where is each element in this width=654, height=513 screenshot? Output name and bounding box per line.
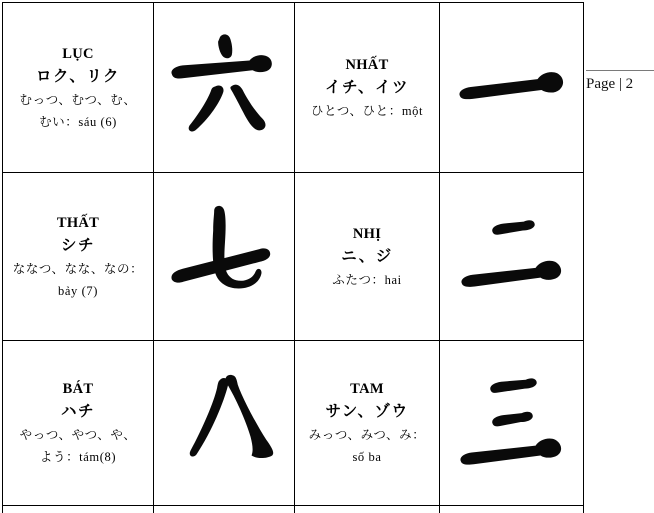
onyomi-kana: ニ、ジ [341,247,393,265]
kanji-info-cell [295,173,440,341]
kunyomi-line: ななつ、なな、なの： [12,261,144,276]
kanji-glyph [453,29,571,147]
kunyomi-line: số ba [352,450,382,464]
kanji-glyph-cell [154,506,295,513]
onyomi-kana: イチ、イツ [325,78,409,96]
onyomi-kana: シチ [60,236,95,254]
hanviet-title: THẤT [56,214,100,231]
hanviet-title: BÁT [62,381,94,397]
hanviet-title: NHẤT [345,56,389,73]
kanji-glyph-cell [440,341,584,506]
page-number-label: Page | 2 [586,76,634,92]
kanji-glyph [453,364,571,482]
onyomi-kana: ハチ [60,403,95,420]
kanji-info-cell [295,341,440,506]
kunyomi-line: むっつ、むつ、む、 [19,92,137,107]
hanviet-title: LỤC [62,45,94,62]
kanji-table [2,2,584,513]
kanji-glyph [165,364,283,482]
onyomi-kana: サン、ゾウ [325,403,409,420]
hanviet-title: TAM [350,381,384,397]
kanji-glyph-cell [440,506,584,513]
kunyomi-line: むい：sáu (6) [39,114,117,129]
hanviet-title: NHỊ [352,225,382,242]
kanji-glyph [165,29,283,147]
kanji-glyph-cell [440,173,584,341]
kanji-glyph [165,198,283,316]
page-number-header [586,70,654,94]
kanji-info-cell [3,341,154,506]
kanji-info-cell [295,3,440,173]
kanji-glyph-cell [154,173,295,341]
kanji-glyph [453,198,571,316]
kunyomi-line: やっつ、やつ、や、 [19,428,137,442]
onyomi-kana: ロク、リク [35,67,121,85]
kanji-glyph-cell [154,341,295,506]
kanji-glyph-cell [440,3,584,173]
kunyomi-line: みっつ、みつ、み： [308,428,426,442]
kunyomi-line: bảy (7) [58,283,98,298]
kanji-info-cell [3,506,154,513]
kunyomi-line: ひとつ、ひと：một [310,103,424,118]
kunyomi-line: よう：tám(8) [39,450,117,464]
kanji-info-cell [295,506,440,513]
kanji-info-cell [3,3,154,173]
kanji-glyph-cell [154,3,295,173]
kanji-info-cell [3,173,154,341]
kunyomi-line: ふたつ：hai [332,272,402,287]
